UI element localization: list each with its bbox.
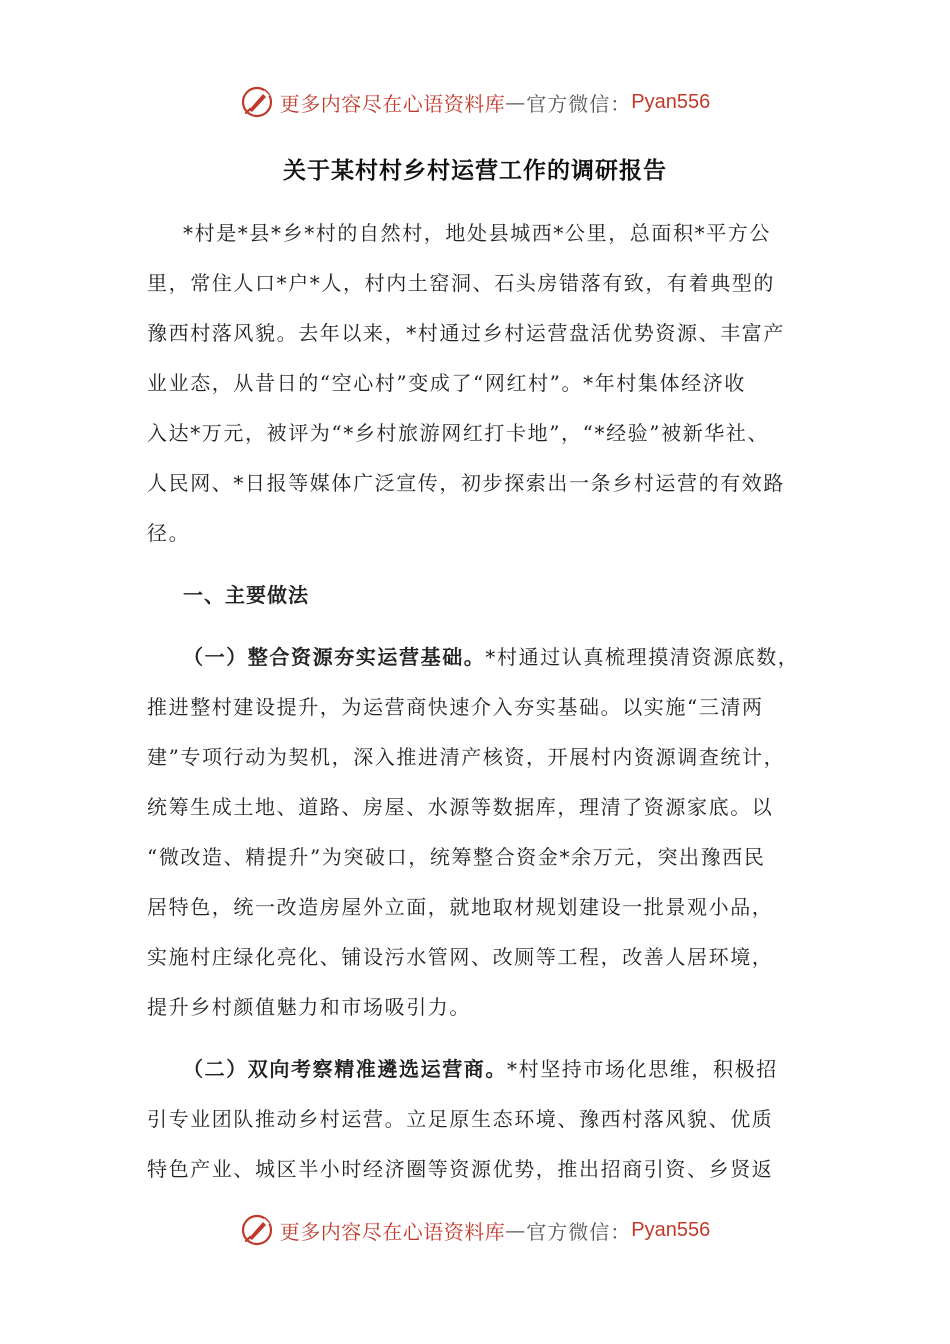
document-body	[147, 208, 817, 1194]
banner-wechat-label: 官方微信：	[526, 1219, 632, 1244]
banner-wechat-id: Pyan556	[631, 1218, 711, 1241]
pen-quill-logo-icon	[240, 1213, 274, 1247]
text-line: 径。	[147, 521, 191, 545]
banner-main-text: 更多内容尽在心语资料库	[279, 91, 506, 116]
text-line: 业业态，从昔日的“空心村”变成了“网红村”。*年村集体经济收	[147, 371, 746, 395]
text-line: 实施村庄绿化亮化、铺设污水管网、改厕等工程，改善人居环境，	[147, 945, 774, 969]
text-line: 入达*万元，被评为“*乡村旅游网红打卡地”，“*经验”被新华社、	[147, 421, 770, 445]
text-line: 推进整村建设提升，为运营商快速介入夯实基础。以实施“三清两	[147, 695, 764, 719]
paragraph-resources	[147, 632, 817, 1032]
text-run: *村通过认真梳理摸清资源底数，	[485, 645, 800, 669]
pen-quill-logo-icon	[240, 85, 274, 119]
subsection-lead: （二）双向考察精准遴选运营商。	[183, 1057, 507, 1081]
text-line: 居特色，统一改造房屋外立面，就地取材规划建设一批景观小品，	[147, 895, 774, 919]
text-line: “微改造、精提升”为突破口，统筹整合资金*余万元，突出豫西民	[147, 845, 766, 869]
text-line: 里，常住人口*户*人，村内土窑洞、石头房错落有致，有着典型的	[147, 271, 775, 295]
text-line: *村是*县*乡*村的自然村，地处县城西*公里，总面积*平方公	[183, 221, 771, 245]
text-run: *村坚持市场化思维，积极招	[507, 1057, 778, 1081]
banner-wechat-label: 官方微信：	[526, 91, 632, 116]
text-line	[147, 1044, 817, 1094]
paragraph-intro	[147, 208, 817, 558]
banner-dash: —	[505, 90, 527, 114]
section-heading: 一、主要做法	[183, 583, 309, 607]
text-line	[147, 632, 817, 682]
text-line: 建”专项行动为契机，深入推进清产核资，开展村内资源调查统计，	[147, 745, 786, 769]
banner-wechat-id: Pyan556	[631, 90, 711, 113]
text-line: 统筹生成土地、道路、房屋、水源等数据库，理清了资源家底。以	[147, 795, 774, 819]
footer-banner	[0, 1208, 950, 1252]
paragraph-operators	[147, 1044, 817, 1194]
text-line: 人民网、*日报等媒体广泛宣传，初步探索出一条乡村运营的有效路	[147, 471, 785, 495]
text-line: 引专业团队推动乡村运营。立足原生态环境、豫西村落风貌、优质	[147, 1107, 774, 1131]
banner-main-text: 更多内容尽在心语资料库	[279, 1219, 506, 1244]
text-line: 豫西村落风貌。去年以来，*村通过乡村运营盘活优势资源、丰富产	[147, 321, 785, 345]
text-line: 特色产业、城区半小时经济圈等资源优势，推出招商引资、乡贤返	[147, 1157, 774, 1181]
banner-dash: —	[505, 1218, 527, 1242]
subsection-lead: （一）整合资源夯实运营基础。	[183, 645, 486, 669]
text-line: 提升乡村颜值魅力和市场吸引力。	[147, 995, 471, 1019]
header-banner	[0, 80, 950, 124]
document-title: 关于某村村乡村运营工作的调研报告	[283, 157, 667, 184]
